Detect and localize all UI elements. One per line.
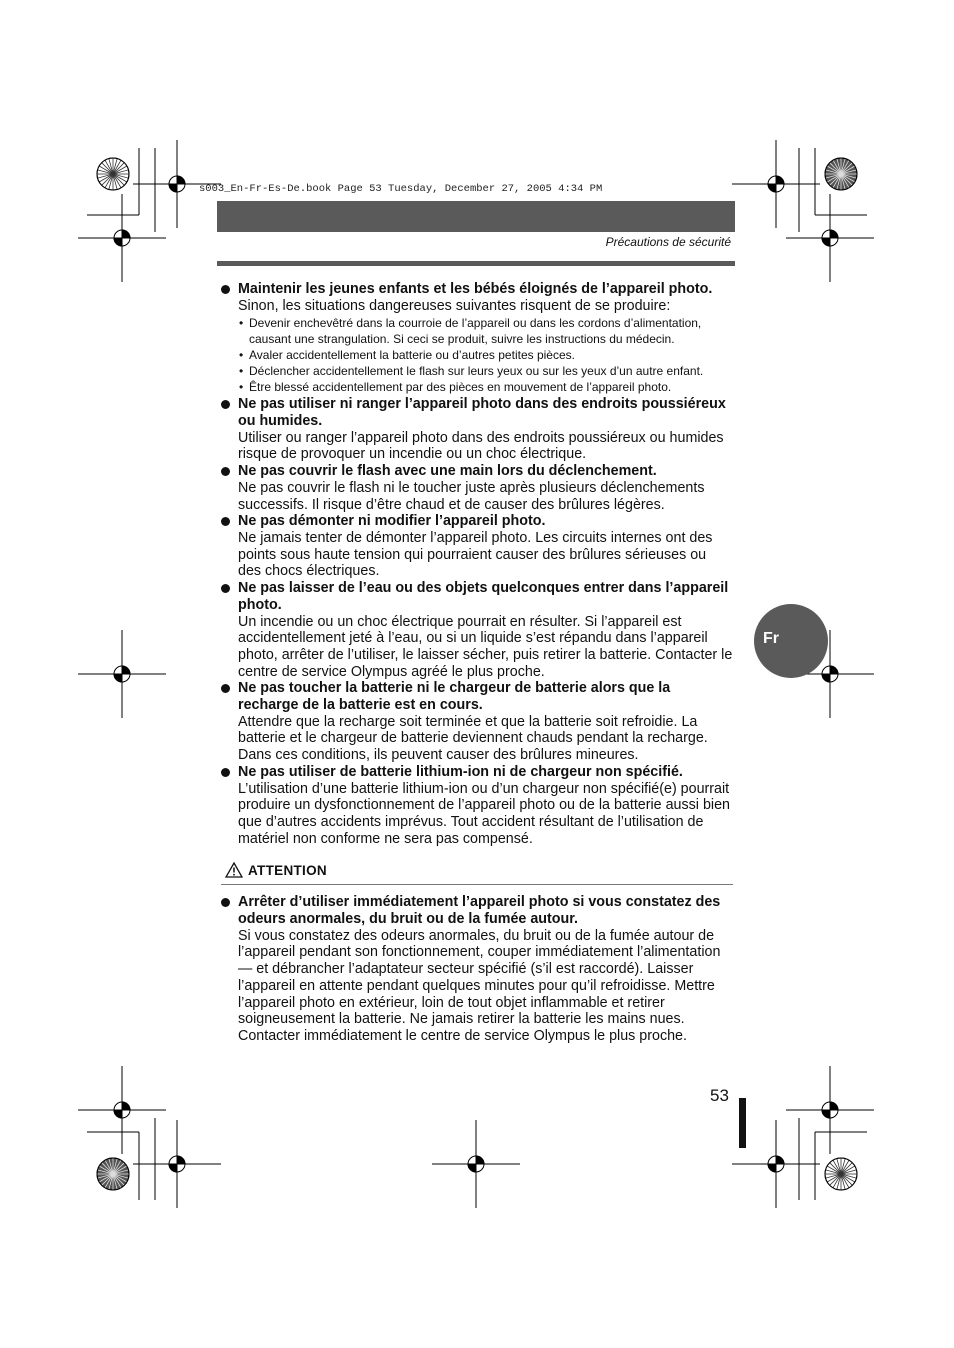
bullet-icon [221, 400, 230, 409]
bullet-icon [221, 285, 230, 294]
page-number: 53 [710, 1086, 729, 1105]
dot-icon: • [239, 380, 244, 395]
language-tab [754, 604, 828, 678]
sub-list-item [238, 316, 733, 347]
item-text: Attendre que la recharge soit terminée et que la batterie soit refroidie. La batterie et le chargeur de batterie deviennent chauds pendant la recharge. Dans ces conditions, ils peuvent causer des brûlures mineures. [238, 713, 708, 764]
item-title: Ne pas utiliser de batterie lithium-ion ni de chargeur non spécifié. [238, 763, 683, 780]
sub-list-item [238, 380, 733, 396]
item-text: Utiliser ou ranger l’appareil photo dans des endroits poussiéreux ou humides risque de provoquer un incendie ou un choc électrique. [238, 429, 724, 463]
dot-icon: • [239, 348, 244, 363]
page-edge-bar [739, 1098, 746, 1148]
item-title: Ne pas laisser de l’eau ou des objets quelconques entrer dans l’appareil photo. [238, 580, 729, 613]
main-content [221, 281, 733, 1045]
sub-list-item [238, 348, 733, 364]
sub-list-text: Devenir enchevêtré dans la courroie de l’appareil ou dans les cordons d’alimentation, causant une strangulation. Si ceci se produit, suivre les instructions du médecin. [249, 316, 702, 346]
warning-item [221, 463, 733, 513]
attention-label: ATTENTION [248, 863, 327, 879]
item-text: Ne jamais tenter de démonter l’appareil photo. Les circuits internes ont des points sous haute tension qui pourraient causer des brûlures sérieuses ou des chocs électriques. [238, 530, 713, 580]
item-text: Ne pas couvrir le flash ni le toucher juste après plusieurs déclenchements successifs. Il risque d’être chaud et de causer des brûlures légères. [238, 479, 705, 513]
item-title: Maintenir les jeunes enfants et les bébés éloignés de l’appareil photo. [238, 281, 713, 297]
bullet-icon [221, 584, 230, 593]
attention-heading [221, 862, 733, 885]
item-title: Ne pas toucher la batterie ni le chargeur de batterie alors que la recharge de la batterie est en cours. [238, 680, 671, 714]
dot-icon: • [239, 316, 244, 331]
item-text: Un incendie ou un choc électrique pourrait en résulter. Si l’appareil est accidentellement jeté à l’eau, ou si un liquide s’est répandu dans l’appareil photo, arrêter de l’utiliser, le laisser sécher, puis retirer la batterie. Contacter le centre de service Olympus agréé le plus proche. [238, 613, 733, 680]
sub-list-text: Déclencher accidentellement le flash sur leurs yeux ou sur les yeux d’un autre enfant. [249, 364, 704, 379]
sub-list-item [238, 364, 733, 380]
bullet-icon [221, 768, 230, 777]
warning-item [221, 764, 733, 848]
section-title: Précautions de sécurité [605, 235, 731, 249]
item-text: Sinon, les situations dangereuses suivantes risquent de se produire: [238, 297, 671, 314]
item-title: Ne pas démonter ni modifier l’appareil photo. [238, 513, 546, 530]
bullet-icon [221, 684, 230, 693]
item-text: Si vous constatez des odeurs anormales, du bruit ou de la fumée autour de l’appareil pendant son fonctionnement, couper immédiatement l’alimentation — et débrancher l’adaptateur secteur spécifié (s’il est raccordé). Laisser l’appareil en attente pendant quelques minutes pour qu’il refroidisse. Mettre l’appareil photo en extérieur, loin de tout objet inflammable et retirer soigneusement la batterie. Ne jamais retirer la batterie les mains nues. Contacter immédiatement le centre de service Olympus le plus proche. [238, 927, 721, 1044]
bullet-icon [221, 467, 230, 476]
item-title: Ne pas couvrir le flash avec une main lors du déclenchement. [238, 463, 657, 480]
sub-list-text: Avaler accidentellement la batterie ou d’autres petites pièces. [249, 348, 575, 363]
warning-item [221, 396, 733, 463]
item-title: Arrêter d’utiliser immédiatement l’appareil photo si vous constatez des odeurs anormales, du bruit ou de la fumée autour. [238, 894, 721, 928]
item-text: L’utilisation d’une batterie lithium-ion ou d’un chargeur non spécifié(e) pourrait produire un dysfonctionnement de l’appareil photo ou de la batterie aussi bien que d’autres accidents imprévus. Tout accident résultant de l’utilisation de matériel non conforme ne sera pas compensé. [238, 780, 730, 847]
warning-item [221, 580, 733, 680]
bullet-icon [221, 517, 230, 526]
item-title: Ne pas utiliser ni ranger l’appareil photo dans des endroits poussiéreux ou humides. [238, 396, 726, 430]
warning-item [221, 513, 733, 580]
header-bar [217, 201, 735, 232]
warning-item [221, 281, 733, 396]
language-tab-label: Fr [763, 630, 779, 647]
bullet-icon [221, 898, 230, 907]
header-rule [217, 261, 735, 266]
warning-triangle-icon [225, 862, 243, 878]
warning-item [221, 680, 733, 764]
sub-list [238, 316, 733, 395]
sub-list-text: Être blessé accidentellement par des pièces en mouvement de l’appareil photo. [249, 380, 672, 395]
caution-item [221, 894, 733, 1044]
file-info-header: s003_En-Fr-Es-De.book Page 53 Tuesday, December 27, 2005 4:34 PM [199, 183, 603, 195]
dot-icon: • [239, 364, 244, 379]
